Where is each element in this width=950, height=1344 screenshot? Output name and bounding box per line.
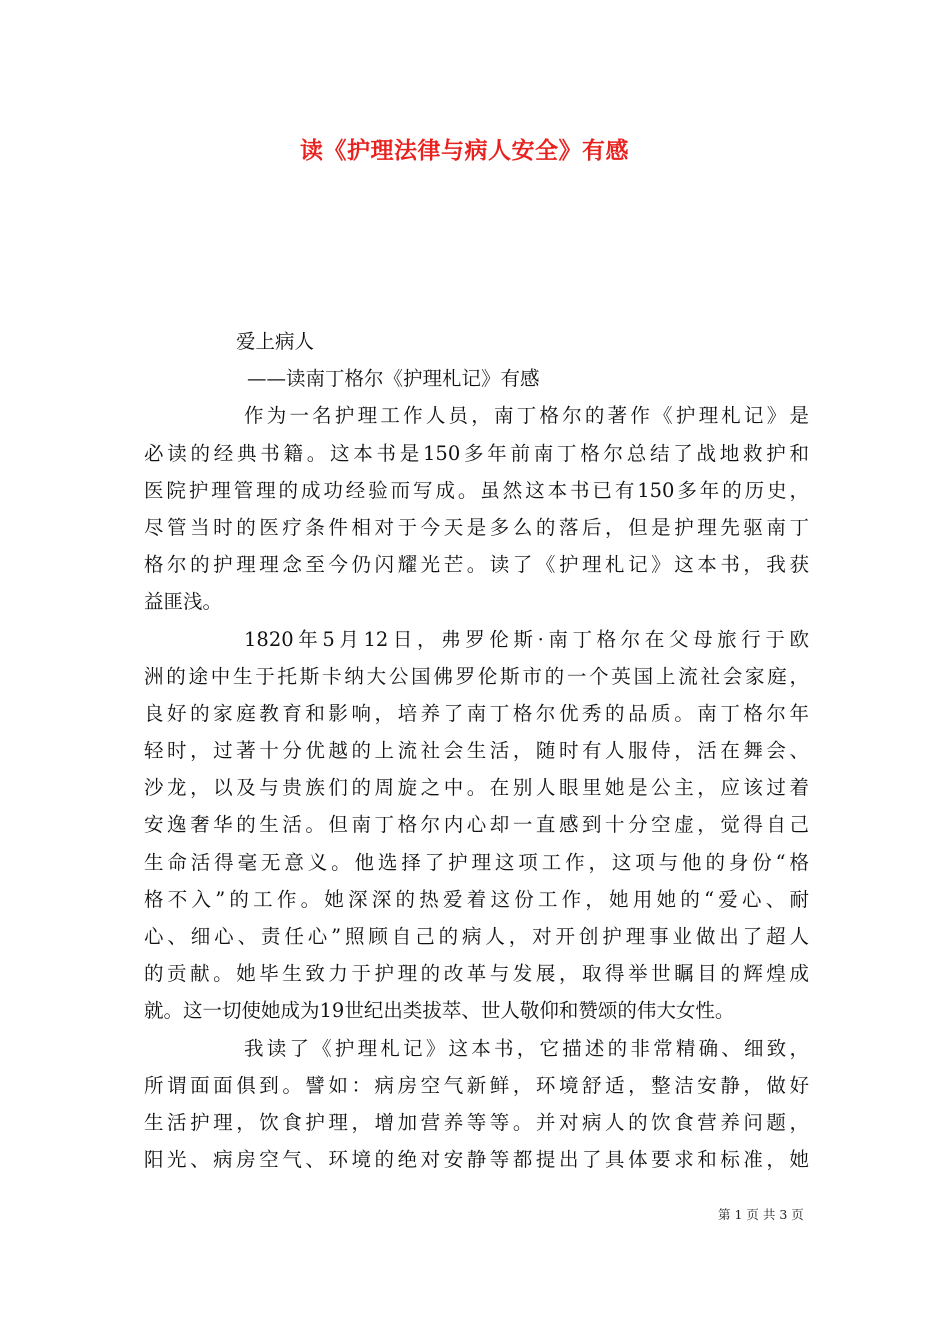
page-number: 第 1 页 共 3 页	[718, 1207, 804, 1222]
document-title: 读《护理法律与病人安全》有感	[300, 137, 629, 164]
body-line: 尽管当时的医疗条件相对于今天是多么的落后，但是护理先驱南丁	[144, 515, 809, 539]
document-body	[144, 323, 809, 1178]
body-line: 格尔的护理理念至今仍闪耀光芒。读了《护理札记》这本书，我获	[144, 553, 809, 577]
body-line: 1820年5月12日，弗罗伦斯·南丁格尔在父母旅行于欧	[244, 627, 809, 651]
body-line: 心、细心、责任心”照顾自己的病人，对开创护理事业做出了超人	[144, 925, 809, 948]
body-line: 必读的经典书籍。这本书是150多年前南丁格尔总结了战地救护和	[144, 441, 809, 465]
body-line: 医院护理管理的成功经验而写成。虽然这本书已有150多年的历史，	[144, 478, 809, 502]
body-line: 安逸奢华的生活。但南丁格尔内心却一直感到十分空虚，觉得自己	[144, 813, 809, 837]
body-line: 我读了《护理札记》这本书，它描述的非常精确、细致，	[244, 1036, 809, 1060]
body-line: 轻时，过著十分优越的上流社会生活，随时有人服侍，活在舞会、	[144, 739, 809, 763]
body-line: 就。这一切使她成为19世纪出类拔萃、世人敬仰和赞颂的伟大女性。	[144, 999, 735, 1023]
body-line: 阳光、病房空气、环境的绝对安静等都提出了具体要求和标准，她	[144, 1148, 809, 1172]
body-line: 生活护理，饮食护理，增加营养等等。并对病人的饮食营养问题，	[144, 1110, 809, 1134]
body-line: 洲的途中生于托斯卡纳大公国佛罗伦斯市的一个英国上流社会家庭，	[144, 664, 809, 688]
body-line: 沙龙，以及与贵族们的周旋之中。在别人眼里她是公主，应该过着	[144, 776, 809, 800]
body-line: 生命活得毫无意义。他选择了护理这项工作，这项与他的身份“格	[144, 850, 809, 874]
body-line: 益匪浅。	[144, 590, 223, 614]
body-line: 的贡献。她毕生致力于护理的改革与发展，取得举世瞩目的辉煌成	[144, 962, 809, 986]
body-line: 作为一名护理工作人员，南丁格尔的著作《护理札记》是	[244, 404, 809, 428]
essay-subheading: ——读南丁格尔《护理札记》有感	[247, 367, 540, 391]
body-line: 良好的家庭教育和影响，培养了南丁格尔优秀的品质。南丁格尔年	[144, 701, 809, 725]
body-line: 格不入”的工作。她深深的热爱着这份工作，她用她的“爱心、耐	[144, 887, 809, 911]
body-line: 所谓面面俱到。譬如：病房空气新鲜，环境舒适，整洁安静，做好	[144, 1073, 809, 1097]
essay-heading: 爱上病人	[236, 330, 315, 353]
